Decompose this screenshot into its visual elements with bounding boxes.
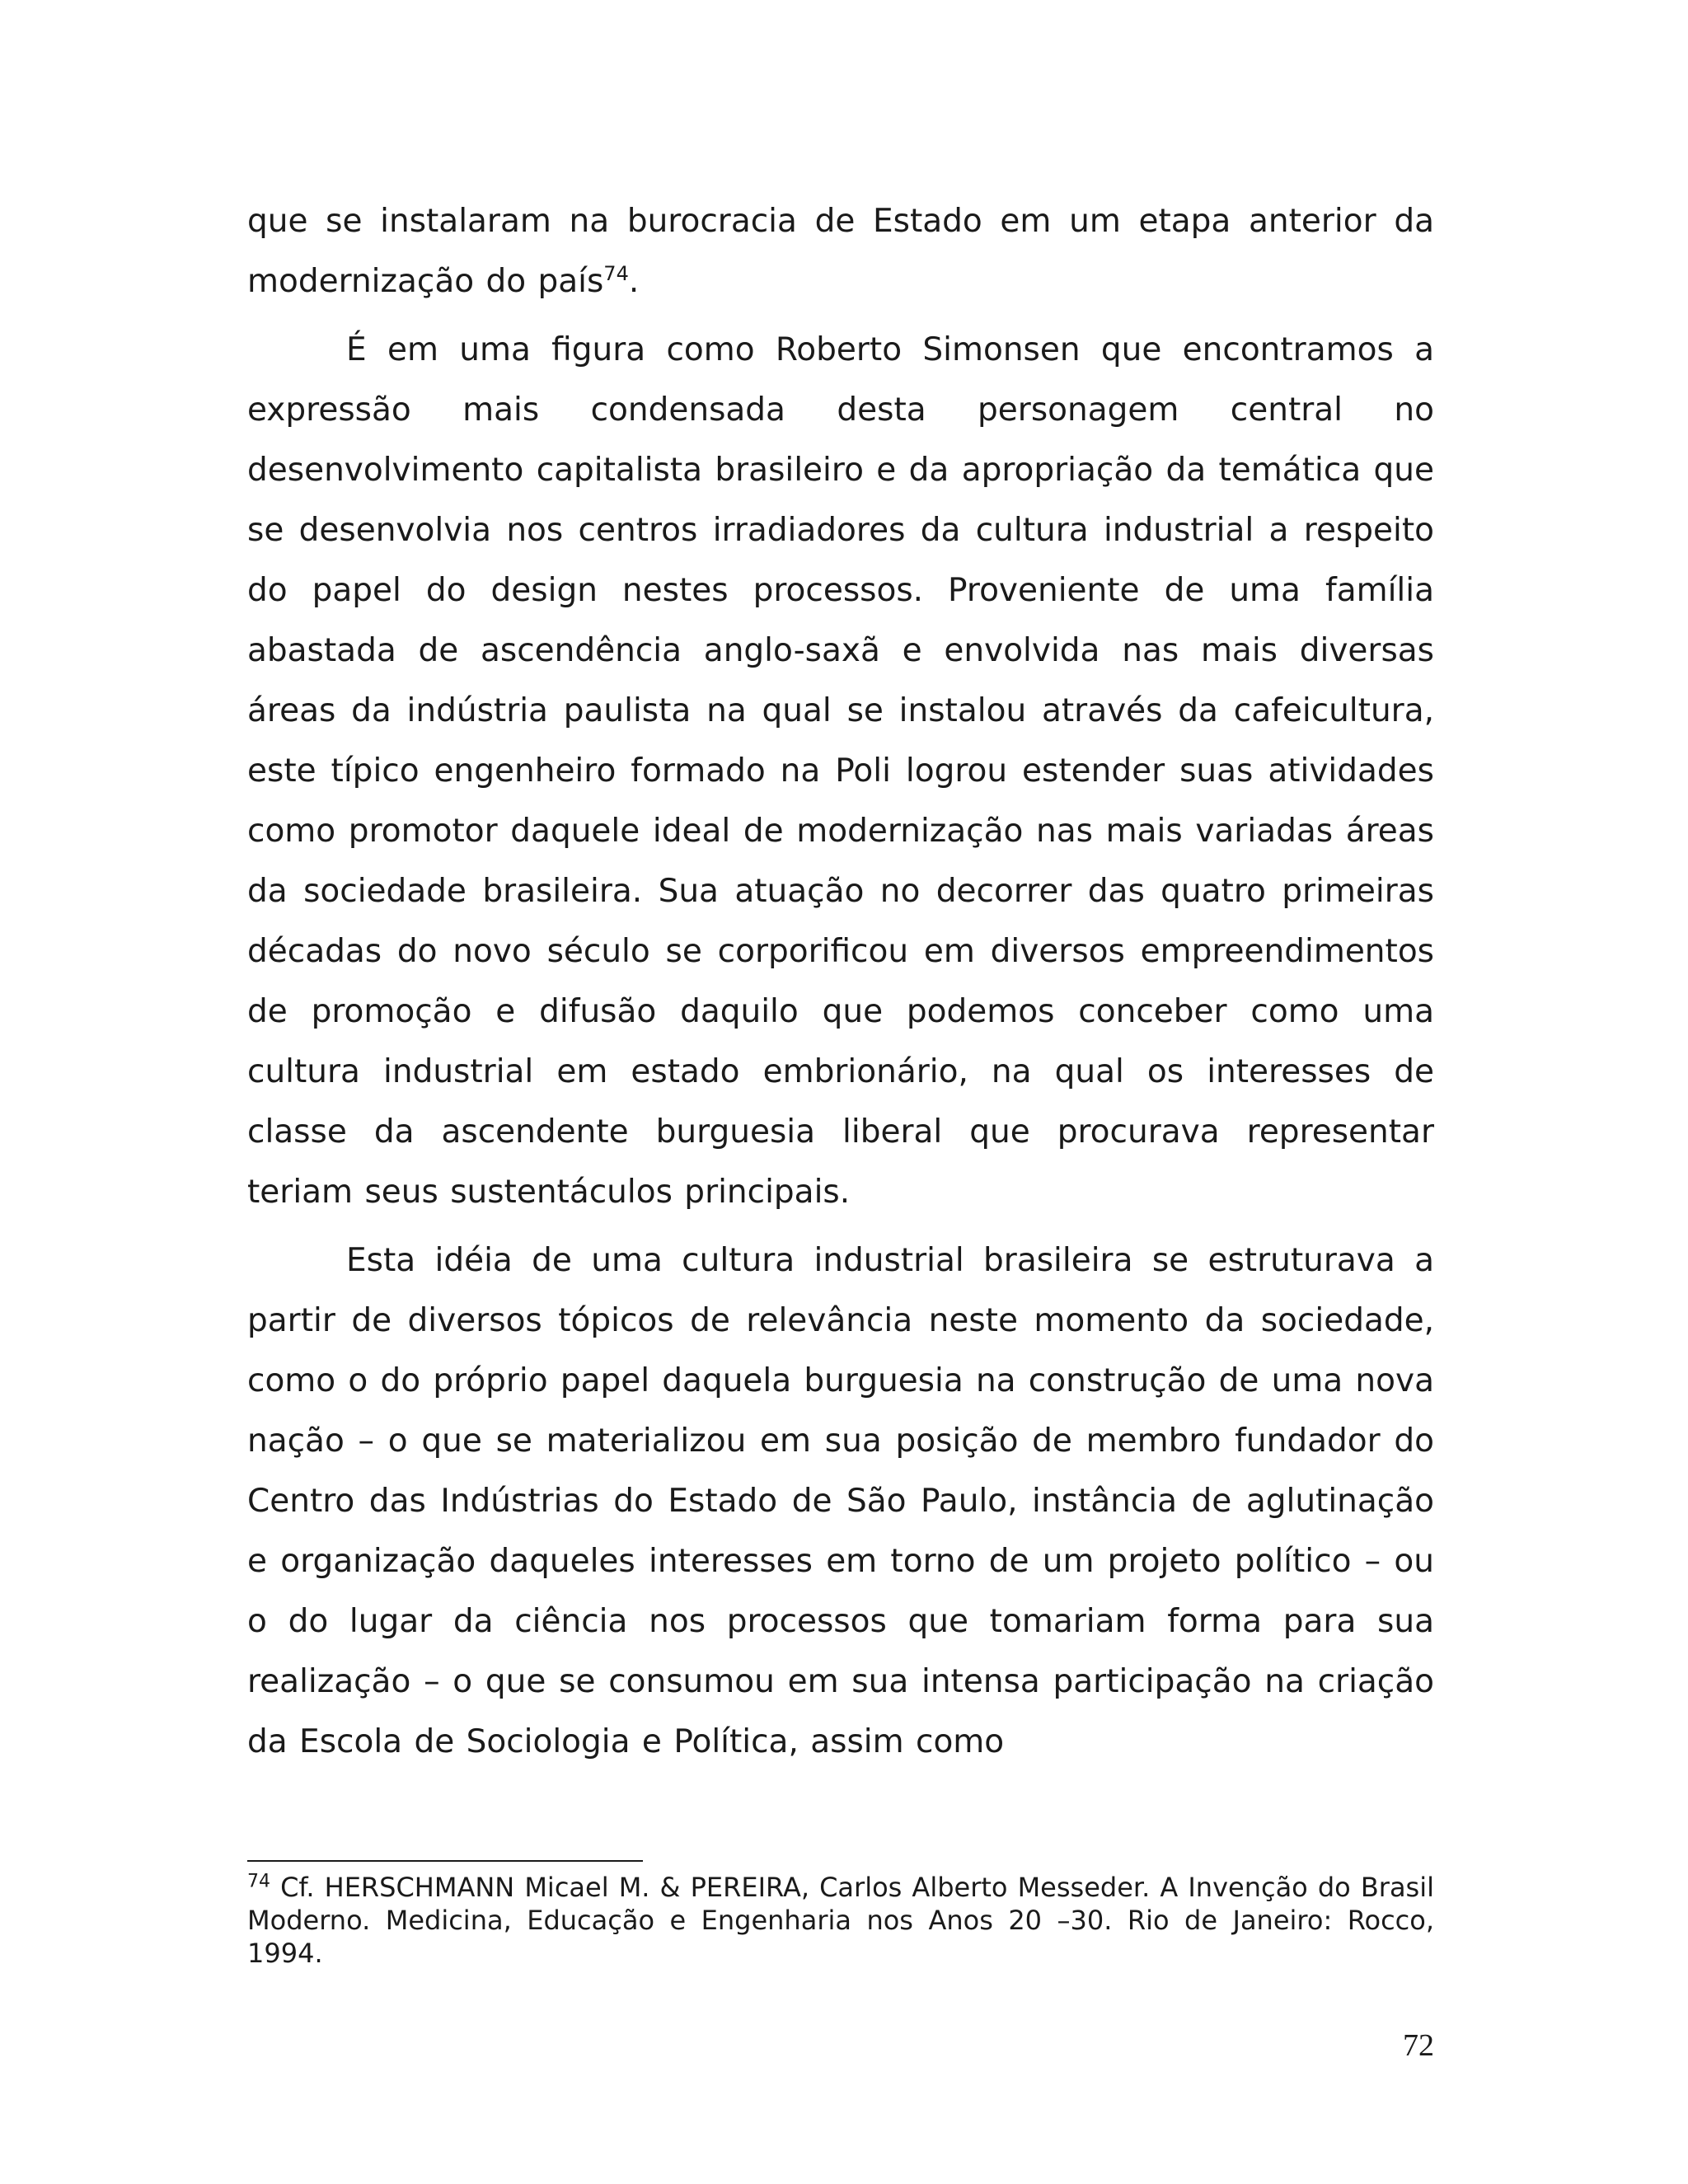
footnote [247, 1871, 1434, 1970]
paragraph-1 [247, 191, 1434, 312]
footnote-number: 74 [247, 1871, 270, 1892]
paragraph-3: Esta idéia de uma cultura industrial brasileira se estruturava a partir de diversos tópicos de relevância neste momento da sociedade, como o do próprio papel daquela burguesia na construção de uma nova nação – o que se materializou em sua posição de membro fundador do Centro das Indústrias do Estado de São Paulo, instância de aglutinação e organização daqueles interesses em torno de um projeto político – ou o do lugar da ciência nos processos que tomariam forma para sua realização – o que se consumou em sua intensa participação na criação da Escola de Sociologia e Política, assim como [247, 1242, 1434, 1760]
paragraph-1-end: . [628, 263, 640, 300]
page-body [247, 191, 1434, 1772]
paragraph-2: É em uma figura como Roberto Simonsen que encontramos a expressão mais condensada desta personagem central no desenvolvimento capitalista brasileiro e da apropriação da temática que se desenvolvia nos centros irradiadores da cultura industrial a respeito do papel do design nestes processos. Proveniente de uma família abastada de ascendência anglo-saxã e envolvida nas mais diversas áreas da indústria paulista na qual se instalou através da cafeicultura, este típico engenheiro formado na Poli logrou estender suas atividades como promotor daquele ideal de modernização nas mais variadas áreas da sociedade brasileira. Sua atuação no decorrer das quatro primeiras décadas do novo século se corporificou em diversos empreendimentos de promoção e difusão daquilo que podemos conceber como uma cultura industrial em estado embrionário, na qual os interesses de classe da ascendente burguesia liberal que procurava representar teriam seus sustentáculos principais. [247, 331, 1434, 1211]
footnote-text: Cf. HERSCHMANN Micael M. & PEREIRA, Carlos Alberto Messeder. A Invenção do Brasil Moderno. Medicina, Educação e Engenharia nos Anos 20 –30. Rio de Janeiro: Rocco, 1994. [247, 1872, 1434, 1969]
footnote-reference[interactable]: 74 [603, 262, 629, 285]
footnote-separator [247, 1860, 643, 1862]
paragraph-1-text: que se instalaram na burocracia de Estado em um etapa anterior da modernização do país [247, 203, 1434, 300]
page-number: 72 [1403, 2028, 1434, 2063]
